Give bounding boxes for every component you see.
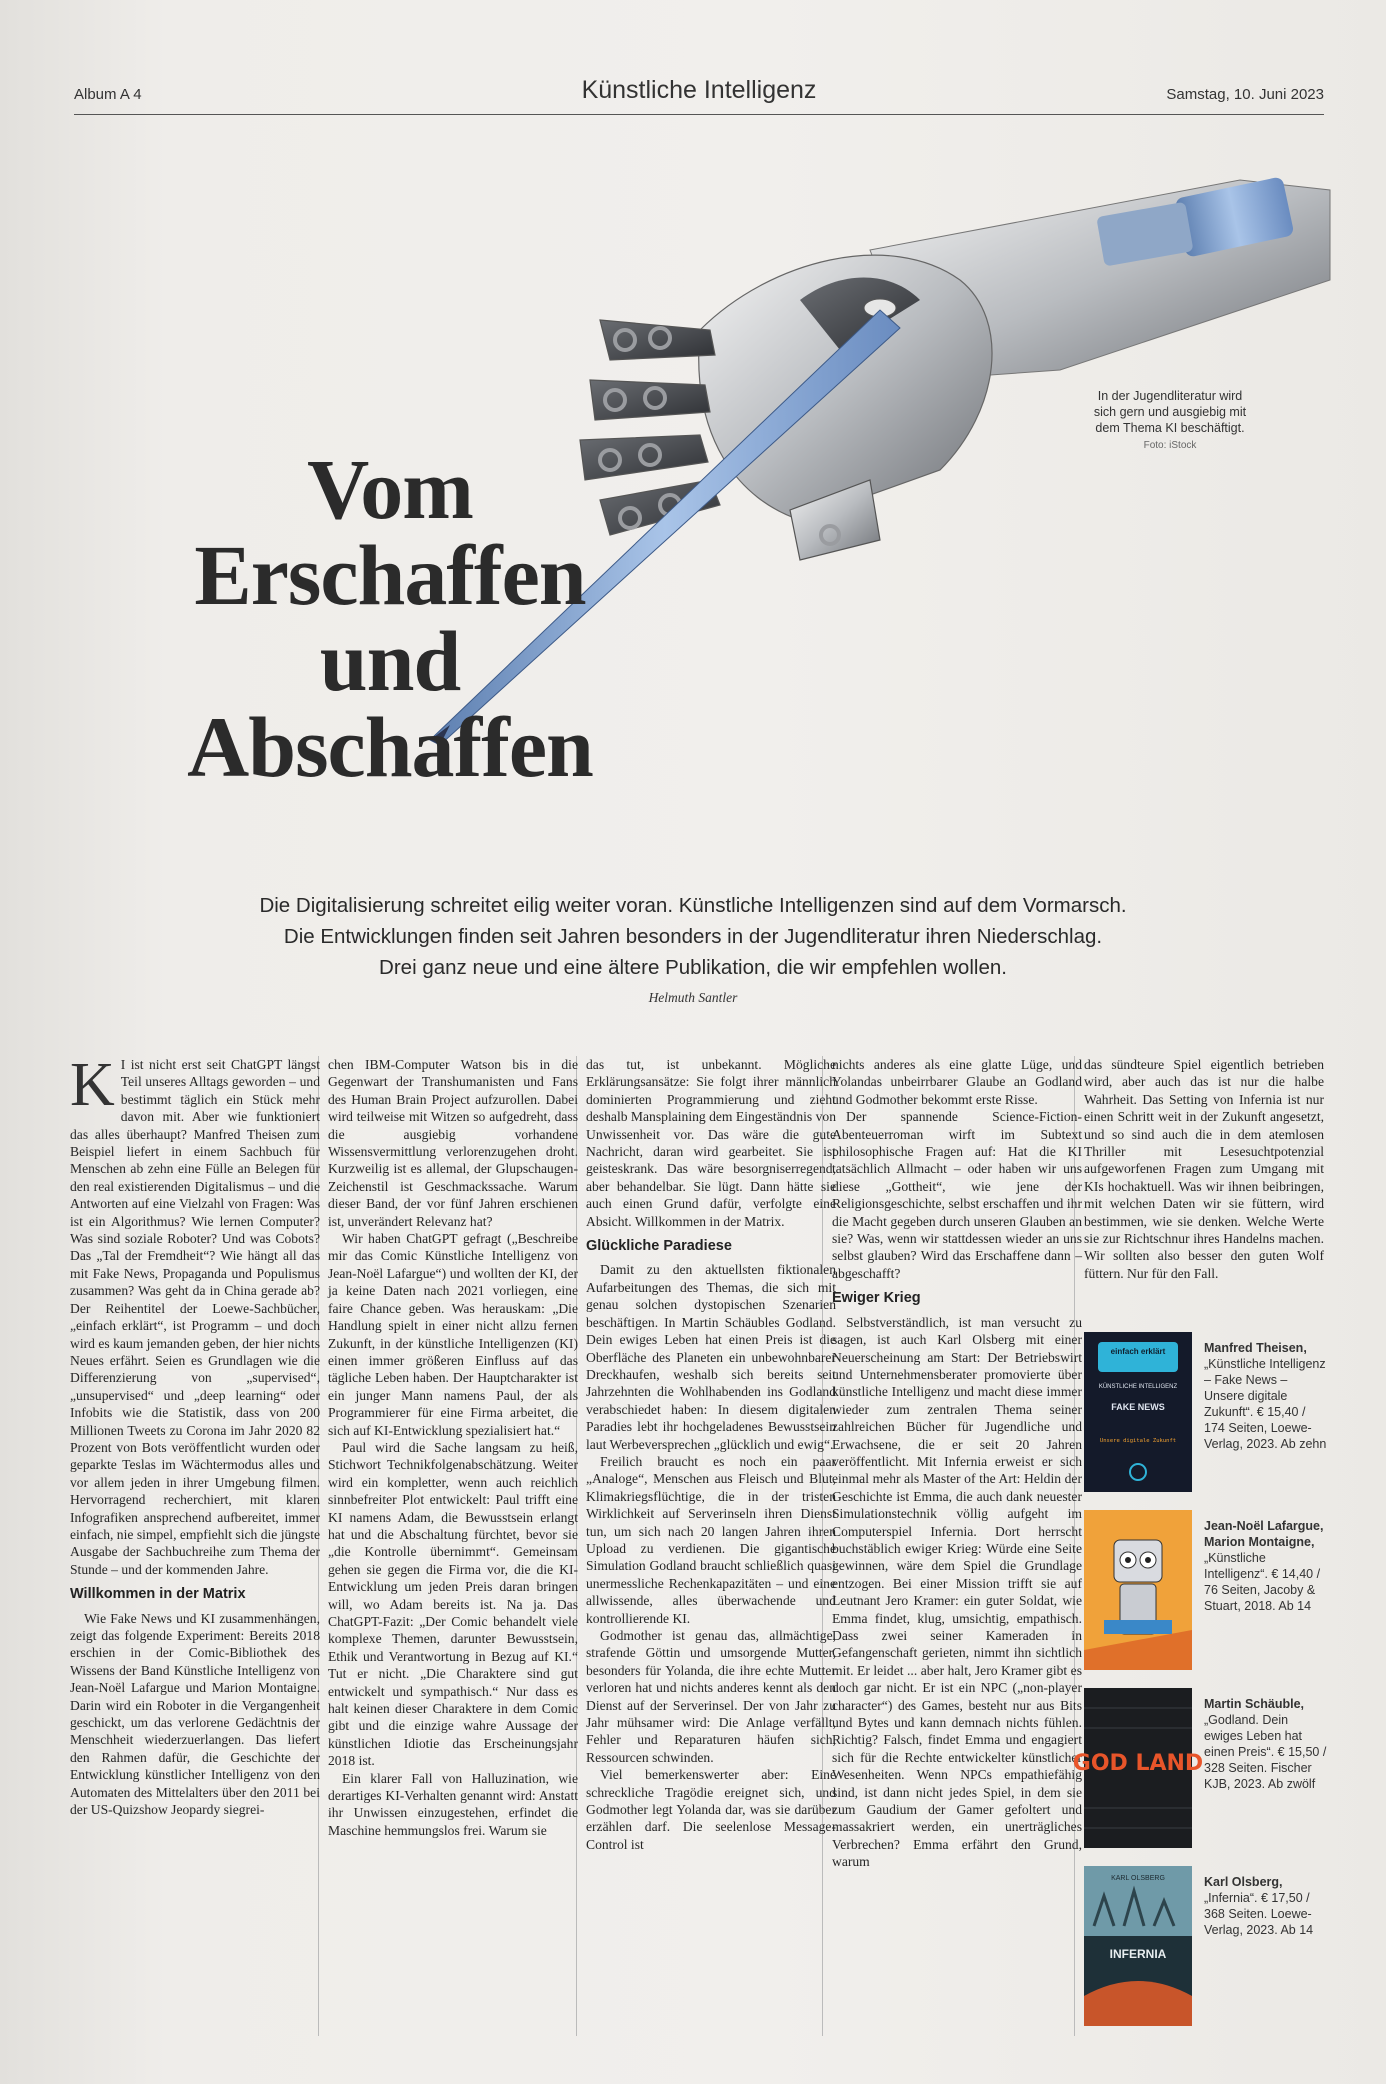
- headline-line-4: Abschaffen: [187, 698, 593, 795]
- photo-credit: Foto: iStock: [1143, 440, 1197, 451]
- book-entry-theisen: [1084, 1332, 1329, 1502]
- paragraph-text: I ist nicht erst seit ChatGPT längst Teil unseres Alltags geworden – und bestimmt täglich ein Stück mehr davon mit. Aber wie funktioniert das alles überhaupt? Manfred Theisen zum Beispiel liefert in einem Sachbuch für Menschen ab zehn eine Fülle an Belegen für den real existierenden Digitalismus – und die Antworten auf eine Vielzahl von Fragen: Was ist ein Algorithmus? Wie lernen Computer? Was sind soziale Roboter? Und was Cobots? Das „Tal der Fremdheit“? Wie hängt all das mit Fake News, Propaganda und Populismus zusammen? Was geht da in China gerade ab? Der Reihentitel der Loewe-Sachbücher, „einfach erklärt“, ist Programm – und doch wird es kaum jemanden geben, der hier nichts Neues erfährt. Seien es Grundlagen wie die Differenzierung von „supervised“, „unsupervised“ und „deep learning“ oder Infobits wie die Statistik, dass von 200 Millionen Tweets zu Corona im Jahr 2020 82 Prozent von Bots veröffentlicht wurden oder geparkte Teslas im Wächtermodus alles und vor allem jeden in ihrer Umgebung filmen. Hervorragend recherchiert, mit klaren Infografiken ansprechend aufbereitet, immer einfach, nie simpel, empfiehlt sich die jüngste Ausgabe der Sachbuchreihe zum Thema der Stunde – und der kommenden Jahre.: [70, 1057, 320, 1577]
- cover-title: KÜNSTLICHE INTELLIGENZ: [1098, 1384, 1178, 1390]
- book-cover-lafargue: [1084, 1510, 1192, 1670]
- article-column-4: [832, 1056, 1082, 2041]
- book-info: [1204, 1696, 1329, 1792]
- article-author: Helmuth Santler: [648, 990, 738, 1005]
- paragraph: chen IBM-Computer Watson bis in die Gegenwart der Transhumanisten und Fans des Human Brain Project aufzurollen. Dabei wird teilweise mit Witzen so aufgedreht, dass die ausgiebig vorhandene Wissensvermittlung verlorenzugehen droht. Kurzweilig ist es allemal, der Glupschaugen-Zeichenstil ist Geschmackssache. Warum dieser Band, der vor fünf Jahren erschienen ist, unverändert Relevanz hat?: [328, 1057, 578, 1229]
- section-label: Album A 4: [74, 86, 142, 103]
- subheading: Ewiger Krieg: [832, 1290, 921, 1307]
- book-cover-olsberg: [1084, 1866, 1192, 2026]
- caption-text: In der Jugendliteratur wird sich gern und ausgiebig mit dem Thema KI beschäftigt.: [1093, 389, 1247, 435]
- headline-line-1: Vom: [307, 440, 473, 537]
- book-info: [1204, 1874, 1329, 1938]
- paragraph: Der spannende Science-Fiction-Abenteuerroman wirft im Subtext philosophische Fragen auf: Hat die KI tatsächlich Allmacht – oder haben wir uns diese „Gottheit“, wie jene der Religionsgeschichte, selbst erschaffen und ihr die Macht gegeben durch unseren Glauben an sie? Was, wenn wir stattdessen wieder an uns selbst glauben? Wird das Erschaffene dann – abgeschafft?: [832, 1109, 1082, 1281]
- cover-title: GOD LAND: [1072, 1751, 1204, 1776]
- paragraph: Freilich braucht es noch ein paar „Analoge“, Menschen aus Fleisch und Blut, Klimakriegsflüchtige, die in der tristen Wirklichkeit auf Serverinseln ihren Dienst tun, um sich nach 20 langen Jahren ihren Upload zu verdienen. Die gigantische Simulation Godland braucht schließlich quasi unermessliche Rechenkapazitäten – und eine allwissende, alles überwachende und kontrollierende KI.: [586, 1453, 836, 1626]
- paragraph: das sündteure Spiel eigentlich betrieben wird, aber auch das ist nur die halbe Wahrheit. Das Setting von Infernia ist nur einen Schritt weit in der Zukunft angesetzt, und so sind auch die in dem atemlosen Thriller mit Lesesuchtpotenzial aufgeworfenen Fragen zum Umgang mit KIs hochaktuell. Was wir ihnen beibringen, mit welchen Daten wir sie füttern, wird bestimmen, wie sie denken. Welche Werte sie zur Richtschnur ihres Handelns machen. Wir sollten also besser den guten Wolf füttern. Nur für den Fall.: [1084, 1057, 1324, 1281]
- subheading: Glückliche Paradiese: [586, 1238, 732, 1255]
- article-column-1: [70, 1051, 320, 2041]
- paragraph: Wie Fake News und KI zusammenhängen, zeigt das folgende Experiment: Bereits 2018 erschien in der Comic-Bibliothek des Wissens der Band Künstliche Intelligenz von Jean-Noël Lafargue und Marion Montaigne. Darin wird ein Roboter in die Vergangenheit geschickt, um das verlorene Gedächtnis der Menschheit wiederzuerlangen. Das liefert den Rahmen dafür, die Geschichte der Entwicklung künstlicher Intelligenz von den Automaten des Mittelalters über den 2011 bei der US-Quizshow Jeopardy siegrei-: [70, 1610, 320, 1818]
- book-details: „Godland. Dein ewiges Leben hat einen Preis“. € 15,50 / 328 Seiten. Fischer KJB, 2023. Ab zwölf: [1204, 1713, 1327, 1791]
- paragraph: Selbstverständlich, ist man versucht zu sagen, ist auch Karl Olsberg mit einer Neuerscheinung am Start: Der Betriebswirt und Unternehmensberater promovierte über künstliche Intelligenz und macht diese immer wieder zum zentralen Thema seiner zahlreichen Bücher für Jugendliche und Erwachsene, die er seit 20 Jahren veröffentlicht. Mit Infernia erweist er sich einmal mehr als Master of the Art: Heldin der Geschichte ist Emma, die auch dank neuester Simulationstechnik völlig aufgeht im Computerspiel Infernia. Dort herrscht buchstäblich ewiger Krieg: Würde eine Seite gewinnen, wäre dem Spiel die Grundlage entzogen. Bei einer Mission trifft sie auf Leutnant Jero Kramer: ein guter Soldat, wie Emma findet, klug, umsichtig, empathisch. Dass zwei seiner Kameraden in Gefangenschaft gerieten, nimmt ihn sichtlich mit. Er leidet ... aber halt, Jero Kramer gibt es doch gar nicht. Er ist ein NPC („non-player character“) des Games, besteht nur aus Bits und Bytes und kann demnach nichts fühlen. Richtig? Falsch, findet Emma und engagiert sich für die Rechte entwickelter künstlicher Wesenheiten. Wenn NPCs empathiefähig sind, ist dann nicht jedes Spiel, in dem sie zum Gaudium der Gamer gefoltert und massakriert werden, ein unerträgliches Verbrechen? Emma erfährt den Grund, warum: [832, 1314, 1082, 1870]
- article-column-3: [586, 1056, 836, 2041]
- paragraph: [70, 1051, 320, 1578]
- book-entry-olsberg: [1084, 1866, 1329, 2036]
- book-info: [1204, 1340, 1329, 1452]
- paragraph: Wir haben ChatGPT gefragt („Beschreibe mir das Comic Künstliche Intelligenz von Jean-Noël Lafargue“) und wollten der KI, der ja keine Daten nach 2021 vorliegen, eine faire Chance geben. Was herauskam: „Die Handlung spielt in einer nicht allzu fernen Zukunft, in der künstliche Intelligenzen (KI) einen immer größeren Einfluss auf das tägliche Leben haben. Der Hauptcharakter ist ein junger Mann namens Paul, der als Programmierer für eine Firma arbeitet, die sich auf KI-Entwicklung spezialisiert hat.“: [328, 1231, 578, 1438]
- page-header: [74, 74, 1324, 115]
- paragraph: Viel bemerkenswerter aber: Eine schreckliche Tragödie ereignet sich, und Godmother legt Yolanda dar, was sie darüber erzählen darf. Die seelenlose Message-Control ist: [586, 1767, 836, 1852]
- headline-line-2: Erschaffen: [194, 526, 586, 623]
- article-column-2: [328, 1056, 578, 2041]
- image-caption: [1090, 388, 1250, 454]
- article-headline: [110, 440, 670, 795]
- book-author: Manfred Theisen,: [1204, 1341, 1307, 1355]
- paragraph: nichts anderes als eine glatte Lüge, und Yolandas unbeirrbarer Glaube an Godland und Godmother bekommt erste Risse.: [832, 1057, 1082, 1107]
- book-cover-schaeuble: [1072, 1688, 1204, 1848]
- book-author: Jean-Noël Lafargue, Marion Montaigne,: [1204, 1519, 1324, 1549]
- section-title: Künstliche Intelligenz: [581, 76, 817, 104]
- issue-date: Samstag, 10. Juni 2023: [1166, 86, 1324, 103]
- book-details: „Künstliche Intelligenz“. € 14,40 / 76 Seiten, Jacoby & Stuart, 2018. Ab 14: [1204, 1551, 1321, 1613]
- book-details: „Infernia“. € 17,50 / 368 Seiten. Loewe-Verlag, 2023. Ab 14: [1204, 1891, 1314, 1937]
- subheading: Willkommen in der Matrix: [70, 1586, 246, 1603]
- book-info: [1204, 1518, 1329, 1614]
- cover-tagline: Unsere digitale Zukunft: [1099, 1438, 1177, 1444]
- paragraph: das tut, ist unbekannt. Mögliche Erklärungsansätze: Sie folgt ihrer männlich dominierten Programmierung und zieht deshalb Mansplaining dem Eingeständnis von Unwissenheit vor. Das wäre die gute Nachricht, daran wird gearbeitet. Sie ist geisteskrank. Das wäre besorgniserregend, aber behandelbar. Sie lügt. Dann hätte sie auch einen Grund dafür, verfolgte eine Absicht. Willkommen in der Matrix.: [586, 1057, 836, 1229]
- cover-series: einfach erklärt: [1110, 1347, 1166, 1356]
- lead-line-3: Drei ganz neue und eine ältere Publikation, die wir empfehlen wollen.: [379, 956, 1007, 979]
- headline-line-3: und: [319, 612, 461, 709]
- cover-subtitle: FAKE NEWS: [1111, 1402, 1165, 1412]
- book-entry-schaeuble: [1072, 1688, 1329, 1858]
- book-cover-theisen: [1084, 1332, 1192, 1492]
- book-entry-lafargue: [1084, 1510, 1329, 1680]
- drop-cap: K: [70, 1051, 115, 1119]
- article-lead: [150, 890, 1236, 983]
- article-column-5: [1084, 1056, 1324, 1324]
- lead-line-2: Die Entwicklungen finden seit Jahren besonders in der Jugendliteratur ihren Niederschlag.: [283, 925, 1103, 948]
- paragraph: Godmother ist genau das, allmächtige, strafende Göttin und umsorgende Mutter, besonders für Yolanda, die ihre echte Mutter verloren hat und nichts anderes kennt als den Dienst auf der Serverinsel. Der von Jahr zu Jahr mühsamer wird: Die Anlage verfällt, Fehler und Reparaturen häufen sich, Ressourcen schwinden.: [586, 1628, 836, 1765]
- lead-line-1: Die Digitalisierung schreitet eilig weiter voran. Künstliche Intelligenzen sind auf dem Vormarsch.: [259, 894, 1127, 917]
- cover-author: KARL OLSBERG: [1111, 1875, 1165, 1882]
- book-details: „Künstliche Intelligenz – Fake News – Unsere digitale Zukunft“. € 15,40 / 174 Seiten, Loewe-Verlag, 2023. Ab zehn: [1204, 1357, 1327, 1451]
- paragraph: Paul wird die Sache langsam zu heiß, Stichwort Technikfolgenabschätzung. Weiter wird ein kompletter, wenn auch reichlich sinnbefreiter Plot entwickelt: Paul trifft eine KI namens Adam, die Bewusstsein erlangt hat und die Abschaltung fürchtet, bevor sie „die Kontrolle übernimmt“. Gemeinsam gehen sie gegen die Firma vor, die die KI-Entwicklung um jeden Preis daran bringen will, wo Adam bereits ist. Na ja. Das ChatGPT-Fazit: „Der Comic behandelt viele komplexe Themen, darunter Bewusstsein, Ethik und Verantwortung in Bezug auf KI.“ Tut er nicht. „Die Charaktere sind gut entwickelt und sympathisch.“ Nur dass es halt keinen dieser Charaktere in dem Comic gibt und die einzige wahre Aussage der künstlichen Idiotie das Erscheinungsjahr 2018 ist.: [328, 1439, 578, 1769]
- paragraph: Damit zu den aktuellsten fiktionalen Aufarbeitungen des Themas, die sich mit genau solchen dystopischen Szenarien beschäftigen. In Martin Schäubles Godland. Dein ewiges Leben hat einen Preis ist die Oberfläche des Planeten ein unbewohnbarer Dreckhaufen, weshalb sich bereits seit Jahrzehnten die Wohlhabenden ins Godland verabschiedet haben: In diesem digitalen Paradies lebt ihr hochgeladenes Bewusstsein laut Werbeversprechen „glücklich und ewig“.: [586, 1262, 836, 1452]
- book-author: Karl Olsberg,: [1204, 1875, 1283, 1889]
- book-author: Martin Schäuble,: [1204, 1697, 1305, 1711]
- cover-title: INFERNIA: [1109, 1947, 1167, 1961]
- paragraph: Ein klarer Fall von Halluzination, wie derartiges KI-Verhalten genannt wird: Anstatt ihr Unwissen einzugestehen, erfindet die Maschine hemmungslos frei. Warum sie: [328, 1770, 578, 1838]
